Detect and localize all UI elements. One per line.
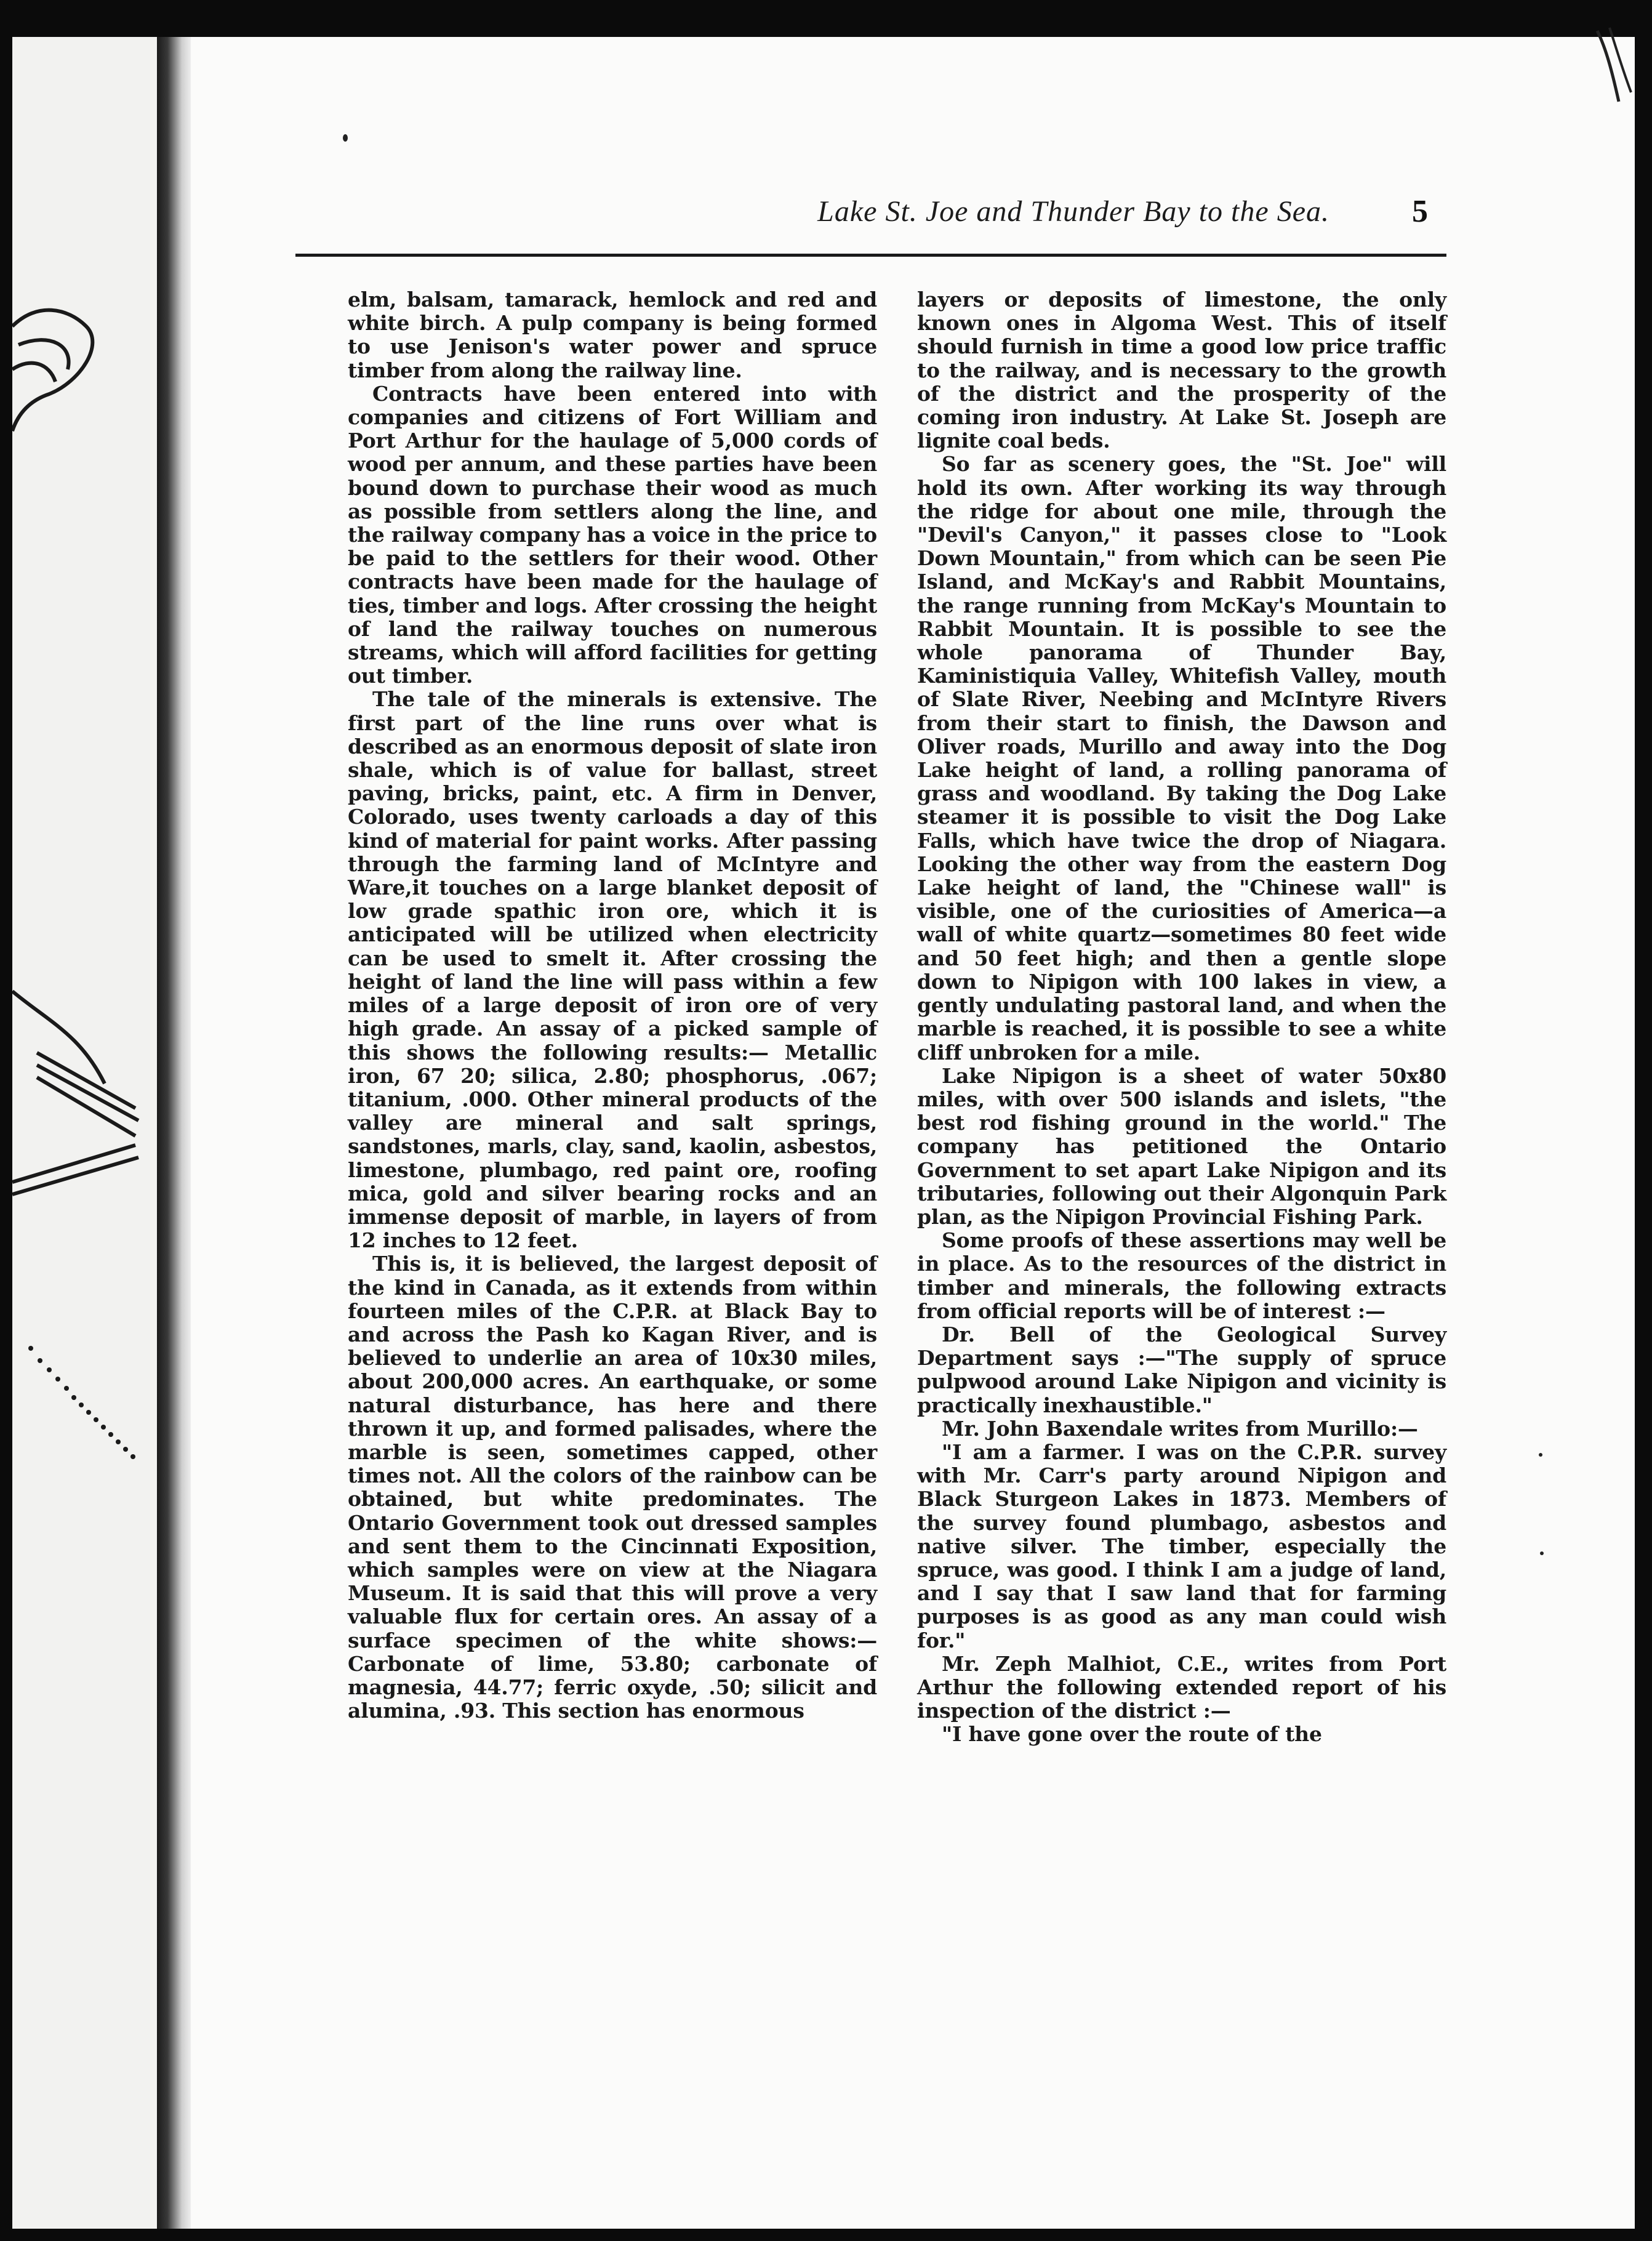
- print-speck: [1540, 1551, 1544, 1555]
- paragraph: The tale of the minerals is extensive. The first part of the line runs over what is described as an enormous deposit of slate iron shale, which is of value for ballast, street paving, bricks, paint, etc. A firm in Denver, Colorado, uses twenty carloads a day of this kind of material for paint works. After passing through the farming land of McIntyre and Ware,it touches on a large blanket deposit of low grade spathic iron ore, which it is anticipated will be utilized when electricity can be used to smelt it. After crossing the height of land the line will pass within a few miles of a large deposit of iron ore of very high grade. An assay of a picked sample of this shows the following results:— Metallic iron, 67 20; silica, 2.80; phosphorus, .067; titanium, .000. Other mineral products of the valley are mineral and salt springs, sandstones, marls, clay, sand, kaolin, asbestos, limestone, plumbago, red paint ore, roofing mica, gold and silver bearing rocks and an immense deposit of marble, in layers of from 12 inches to 12 feet.: [348, 687, 877, 1253]
- paragraph: elm, balsam, tamarack, hemlock and red and white birch. A pulp company is being formed to use Jenison's water power and spruce timber from along the railway line.: [348, 288, 877, 382]
- print-speck: [1539, 1453, 1542, 1457]
- paragraph: layers or deposits of limestone, the only known ones in Algoma West. This of itself should furnish in time a good low price traffic to the railway, and is necessary to the growth of the district and the prosperity of the coming iron industry. At Lake St. Joseph are lignite coal beds.: [917, 288, 1446, 453]
- paragraph: So far as scenery goes, the "St. Joe" will hold its own. After working its way through the ridge for about one mile, through the "Devil's Canyon," it passes close to "Look Down Mountain," from which can be seen Pie Island, and McKay's and Rabbit Mountains, the range running from McKay's Mountain to Rabbit Mountain. It is possible to see the whole panorama of Thunder Bay, Kaministiquia Valley, Whitefish Valley, mouth of Slate River, Neebing and McIntyre Rivers from their start to finish, the Dawson and Oliver roads, Murillo and away into the Dog Lake height of land, a rolling panorama of grass and woodland. By taking the Dog Lake steamer it is possible to visit the Dog Lake Falls, which have twice the drop of Niagara. Looking the other way from the eastern Dog Lake height of land, the "Chinese wall" is visible, one of the curiosities of America—a wall of white quartz—sometimes 80 feet wide and 50 feet high; and then a gentle slope down to Nipigon with 100 lakes in view, a gently undulating pastoral land, and when the marble is reached, it is possible to see a white cliff unbroken for a mile.: [917, 452, 1446, 1064]
- running-header: [406, 190, 1434, 233]
- header-rule: [295, 254, 1446, 257]
- print-speck: [343, 134, 348, 142]
- page-number: 5: [1412, 194, 1428, 229]
- paragraph: Dr. Bell of the Geological Survey Department says :—"The supply of spruce pulpwood around Lake Nipigon and vicinity is practically inexhaustible.": [917, 1322, 1446, 1417]
- scan-border-left: [0, 0, 14, 2241]
- scan-border-top: [0, 0, 1652, 38]
- facing-page-illustration: [12, 37, 160, 2229]
- paragraph: This is, it is believed, the largest deposit of the kind in Canada, as it extends from within fourteen miles of the C.P.R. at Black Bay to and across the Pash ko Kagan River, and is believed to underlie an area of 10x30 miles, about 200,000 acres. An earthquake, or some natural disturbance, has here and there thrown it up, and formed palisades, where the marble is seen, sometimes capped, other times not. All the colors of the rainbow can be obtained, but white predominates. The Ontario Government took out dressed samples and sent them to the Cincinnati Exposition, which samples were on view at the Niagara Museum. It is said that this will prove a very valuable flux for certain ores. An assay of a surface specimen of the white shows:—Carbonate of lime, 53.80; carbonate of magnesia, 44.77; ferric oxyde, .50; silicit and alumina, .93. This section has enormous: [348, 1252, 877, 1723]
- paragraph: Mr. John Baxendale writes from Murillo:—: [942, 1416, 1418, 1441]
- paragraph: Mr. Zeph Malhiot, C.E., writes from Port Arthur the following extended report of his inspection of the district :—: [917, 1651, 1446, 1723]
- left-text-column: [348, 288, 877, 1723]
- page-gutter: [157, 37, 193, 2229]
- paragraph: "I have gone over the route of the: [942, 1722, 1322, 1747]
- scan-border-bottom: [0, 2227, 1652, 2241]
- facing-page-fragment: [12, 37, 160, 2229]
- paragraph: Contracts have been entered into with companies and citizens of Fort William and Port Arthur for the haulage of 5,000 cords of wood per annum, and these parties have been bound down to purchase their wood as much as possible from settlers along the line, and the railway company has a voice in the price to be paid to the settlers for their wood. Other contracts have been made for the haulage of ties, timber and logs. After crossing the height of land the railway touches on numerous streams, which will afford facilities for getting out timber.: [348, 381, 877, 688]
- scan-border-right: [1635, 0, 1652, 2241]
- corner-fold-mark: [1594, 25, 1637, 105]
- right-text-column: [917, 288, 1446, 1747]
- running-title: Lake St. Joe and Thunder Bay to the Sea.: [817, 195, 1329, 228]
- paragraph: "I am a farmer. I was on the C.P.R. survey with Mr. Carr's party around Nipigon and Black Sturgeon Lakes in 1873. Members of the survey found plumbago, asbestos and native silver. The timber, especially the spruce, was good. I think I am a judge of land, and I say that I saw land that for farming purposes is as good as any man could wish for.": [917, 1439, 1446, 1652]
- paragraph: Lake Nipigon is a sheet of water 50x80 miles, with over 500 islands and islets, "the best rod fishing ground in the world." The company has petitioned the Ontario Government to set apart Lake Nipigon and its tributaries, following out their Algonquin Park plan, as the Nipigon Provincial Fishing Park.: [917, 1063, 1446, 1229]
- paragraph: Some proofs of these assertions may well be in place. As to the resources of the district in timber and minerals, the following extracts from official reports will be of interest :—: [917, 1228, 1446, 1323]
